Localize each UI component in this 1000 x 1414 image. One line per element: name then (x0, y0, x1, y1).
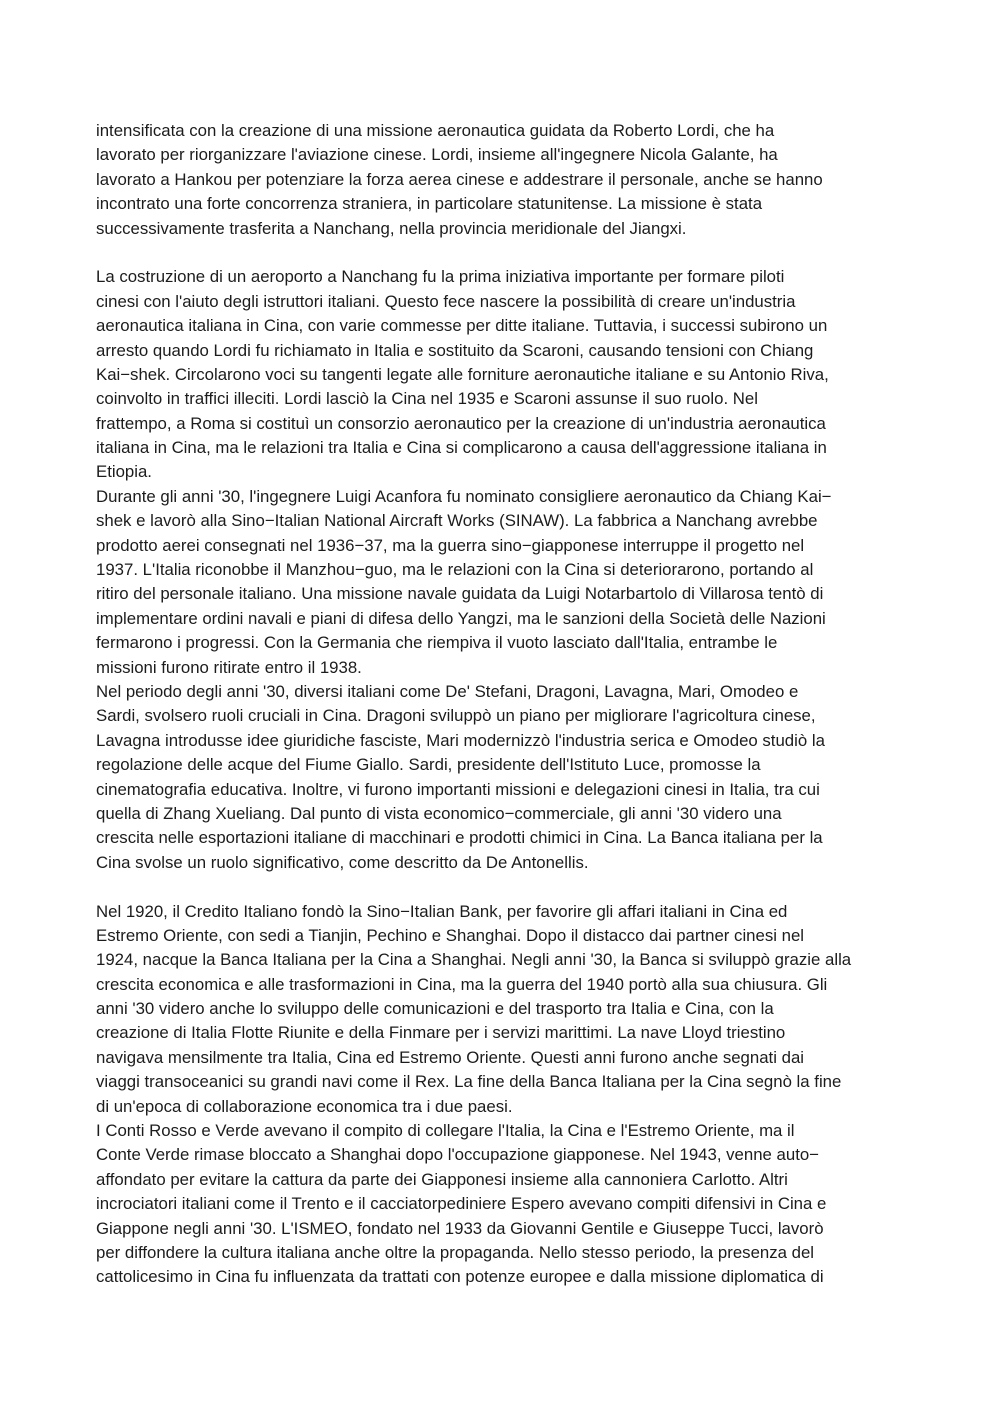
text-line: crescita economica e alle trasformazioni in Cina, ma la guerra del 1940 portò alla sua chiusura. Gli (96, 974, 828, 994)
text-line: ritiro del personale italiano. Una missione navale guidata da Luigi Notarbartolo di Villarosa tentò di (96, 584, 824, 604)
text-line: frattempo, a Roma si costituì un consorzio aeronautico per la creazione di un'industria aeronautica (96, 413, 826, 433)
paragraph (96, 119, 908, 241)
text-line: successivamente trasferita a Nanchang, nella provincia meridionale del Jiangxi. (96, 218, 687, 238)
text-line: coinvolto in traffici illeciti. Lordi lasciò la Cina nel 1935 e Scaroni assunse il suo ruolo. Nel (96, 389, 758, 409)
text-line: navigava mensilmente tra Italia, Cina ed Estremo Oriente. Questi anni furono anche segnati dai (96, 1047, 804, 1067)
text-line: aeronautica italiana in Cina, con varie commesse per ditte italiane. Tuttavia, i successi subirono un (96, 316, 828, 336)
text-line: I Conti Rosso e Verde avevano il compito di collegare l'Italia, la Cina e l'Estremo Oriente, ma il (96, 1121, 795, 1141)
text-line: Cina svolse un ruolo significativo, come descritto da De Antonellis. (96, 852, 589, 872)
text-line: incontrato una forte concorrenza straniera, in particolare statunitense. La missione è stata (96, 194, 763, 214)
text-line: 1937. L'Italia riconobbe il Manzhou−guo, ma le relazioni con la Cina si deteriorarono, portando al (96, 560, 814, 580)
text-line: Etiopia. (96, 462, 152, 482)
text-line: intensificata con la creazione di una missione aeronautica guidata da Roberto Lordi, che ha (96, 121, 775, 140)
text-line: Nel 1920, il Credito Italiano fondò la Sino−Italian Bank, per favorire gli affari italiani in Cina ed (96, 901, 788, 921)
text-line: cinematografia educativa. Inoltre, vi furono importanti missioni e delegazioni cinesi in Italia, tra cui (96, 779, 820, 799)
text-line: prodotto aerei consegnati nel 1936−37, ma la guerra sino−giapponese interruppe il progetto nel (96, 535, 805, 555)
paragraph (96, 1119, 908, 1290)
text-line: quella di Zhang Xueliang. Dal punto di vista economico−commerciale, gli anni '30 videro una (96, 803, 782, 823)
paragraph (96, 900, 908, 1120)
text-line: viaggi transoceanici su grandi navi come il Rex. La fine della Banca Italiana per la Cina segnò la fine (96, 1072, 842, 1092)
text-line: Lavagna introdusse idee giuridiche fasciste, Mari modernizzò l'industria serica e Omodeo studiò la (96, 730, 825, 750)
text-line: shek e lavorò alla Sino−Italian National Aircraft Works (SINAW). La fabbrica a Nanchang avrebbe (96, 511, 818, 531)
paragraph (96, 485, 908, 680)
paragraph (96, 265, 908, 485)
text-line: Giappone negli anni '30. L'ISMEO, fondato nel 1933 da Giovanni Gentile e Giuseppe Tucci, lavorò (96, 1218, 824, 1238)
text-line: Estremo Oriente, con sedi a Tianjin, Pechino e Shanghai. Dopo il distacco dai partner cinesi nel (96, 925, 805, 945)
text-line: lavorato a Hankou per potenziare la forza aerea cinese e addestrare il personale, anche se hanno (96, 169, 823, 189)
text-line: anni '30 videro anche lo sviluppo delle comunicazioni e del trasporto tra Italia e Cina, con la (96, 999, 774, 1019)
paragraph (96, 680, 908, 875)
text-line: Nel periodo degli anni '30, diversi italiani come De' Stefani, Dragoni, Lavagna, Mari, Omodeo e (96, 681, 799, 701)
text-line: italiana in Cina, ma le relazioni tra Italia e Cina si complicarono a causa dell'aggressione italiana in (96, 438, 827, 458)
text-line: arresto quando Lordi fu richiamato in Italia e sostituito da Scaroni, causando tensioni con Chiang (96, 340, 814, 360)
text-line: Kai−shek. Circolarono voci su tangenti legate alle forniture aeronautiche italiane e su Antonio Riva, (96, 364, 829, 384)
text-line: creazione di Italia Flotte Riunite e della Finmare per i servizi marittimi. La nave Lloyd triestino (96, 1023, 786, 1043)
text-line: regolazione delle acque del Fiume Giallo. Sardi, presidente dell'Istituto Luce, promosse la (96, 755, 761, 775)
text-line: La costruzione di un aeroporto a Nanchang fu la prima iniziativa importante per formare piloti (96, 267, 785, 287)
text-line: per diffondere la cultura italiana anche oltre la propaganda. Nello stesso periodo, la presenza del (96, 1242, 815, 1262)
text-line: Conte Verde rimase bloccato a Shanghai dopo l'occupazione giapponese. Nel 1943, venne auto− (96, 1145, 819, 1165)
text-line: affondato per evitare la cattura da parte dei Giapponesi insieme alla cannoniera Carlotto. Altri (96, 1169, 788, 1189)
text-line: cinesi con l'aiuto degli istruttori italiani. Questo fece nascere la possibilità di creare un'industria (96, 291, 796, 311)
document-page (96, 119, 908, 1290)
text-line: 1924, nacque la Banca Italiana per la Cina a Shanghai. Negli anni '30, la Banca si sviluppò grazie alla (96, 950, 852, 970)
text-line: implementare ordini navali e piani di difesa dello Yangzi, ma le sanzioni della Società delle Nazioni (96, 608, 826, 628)
paragraph-spacer (96, 241, 908, 265)
text-line: incrociatori italiani come il Trento e il cacciatorpediniere Espero avevano compiti difensivi in Cina e (96, 1194, 827, 1214)
text-line: missioni furono ritirate entro il 1938. (96, 657, 362, 677)
text-line: lavorato per riorganizzare l'aviazione cinese. Lordi, insieme all'ingegnere Nicola Galante, ha (96, 145, 778, 165)
text-line: Durante gli anni '30, l'ingegnere Luigi Acanfora fu nominato consigliere aeronautico da Chiang Kai− (96, 486, 832, 506)
text-line: crescita nelle esportazioni italiane di macchinari e prodotti chimici in Cina. La Banca italiana per la (96, 828, 823, 848)
text-line: di un'epoca di collaborazione economica tra i due paesi. (96, 1096, 513, 1116)
text-line: cattolicesimo in Cina fu influenzata da trattati con potenze europee e dalla missione diplomatica di (96, 1267, 824, 1287)
text-line: Sardi, svolsero ruoli cruciali in Cina. Dragoni sviluppò un piano per migliorare l'agricoltura cinese, (96, 706, 816, 726)
paragraph-spacer (96, 875, 908, 899)
text-line: fermarono i progressi. Con la Germania che riempiva il vuoto lasciato dall'Italia, entrambe le (96, 633, 778, 653)
